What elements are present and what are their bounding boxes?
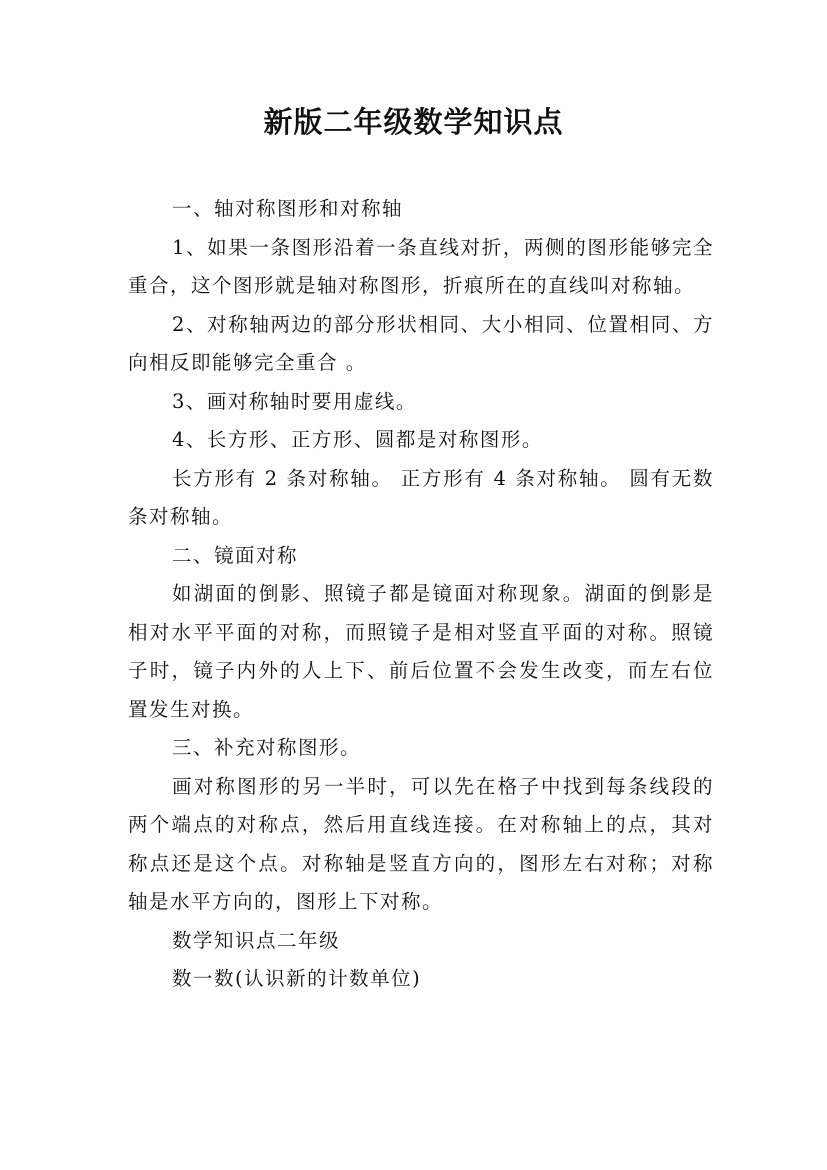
paragraph-shapes: 4、长方形、正方形、圆都是对称图形。 <box>172 428 543 451</box>
paragraph-properties: 2、对称轴两边的部分形状相同、大小相同、位置相同、方向相反即能够完全重合 。 <box>128 312 714 374</box>
paragraph-mirror: 如湖面的倒影、照镜子都是镜面对称现象。湖面的倒影是相对水平平面的对称，而照镜子是相对竖直平面的对称。照镜子时，镜子内外的人上下、前后位置不会发生改变，而左右位置发生对换。 <box>128 582 714 721</box>
section-heading-axis-symmetry: 一、轴对称图形和对称轴 <box>172 197 404 220</box>
section-heading-grade-two: 数学知识点二年级 <box>172 928 341 952</box>
paragraph-dashed-line: 3、画对称轴时要用虚线。 <box>172 389 417 413</box>
section-heading-mirror-symmetry: 二、镜面对称 <box>172 543 299 567</box>
section-heading-complete-figure: 三、补充对称图形。 <box>172 736 362 759</box>
paragraph-complete-figure: 画对称图形的另一半时，可以先在格子中找到每条线段的两个端点的对称点，然后用直线连接。在对称轴上的点，其对称点还是这个点。对称轴是竖直方向的，图形左右对称；对称轴是水平方向的，图形上下对称。 <box>128 774 714 913</box>
paragraph-definition: 1、如果一条图形沿着一条直线对折，两侧的图形能够完全重合，这个图形就是轴对称图形，折痕所在的直线叫对称轴。 <box>128 235 714 297</box>
paragraph-axis-counts: 长方形有 2 条对称轴。 正方形有 4 条对称轴。 圆有无数条对称轴。 <box>128 466 714 528</box>
page-title: 新版二年级数学知识点 <box>263 105 564 139</box>
document-body <box>128 190 714 999</box>
section-heading-counting: 数一数(认识新的计数单位) <box>172 967 422 990</box>
